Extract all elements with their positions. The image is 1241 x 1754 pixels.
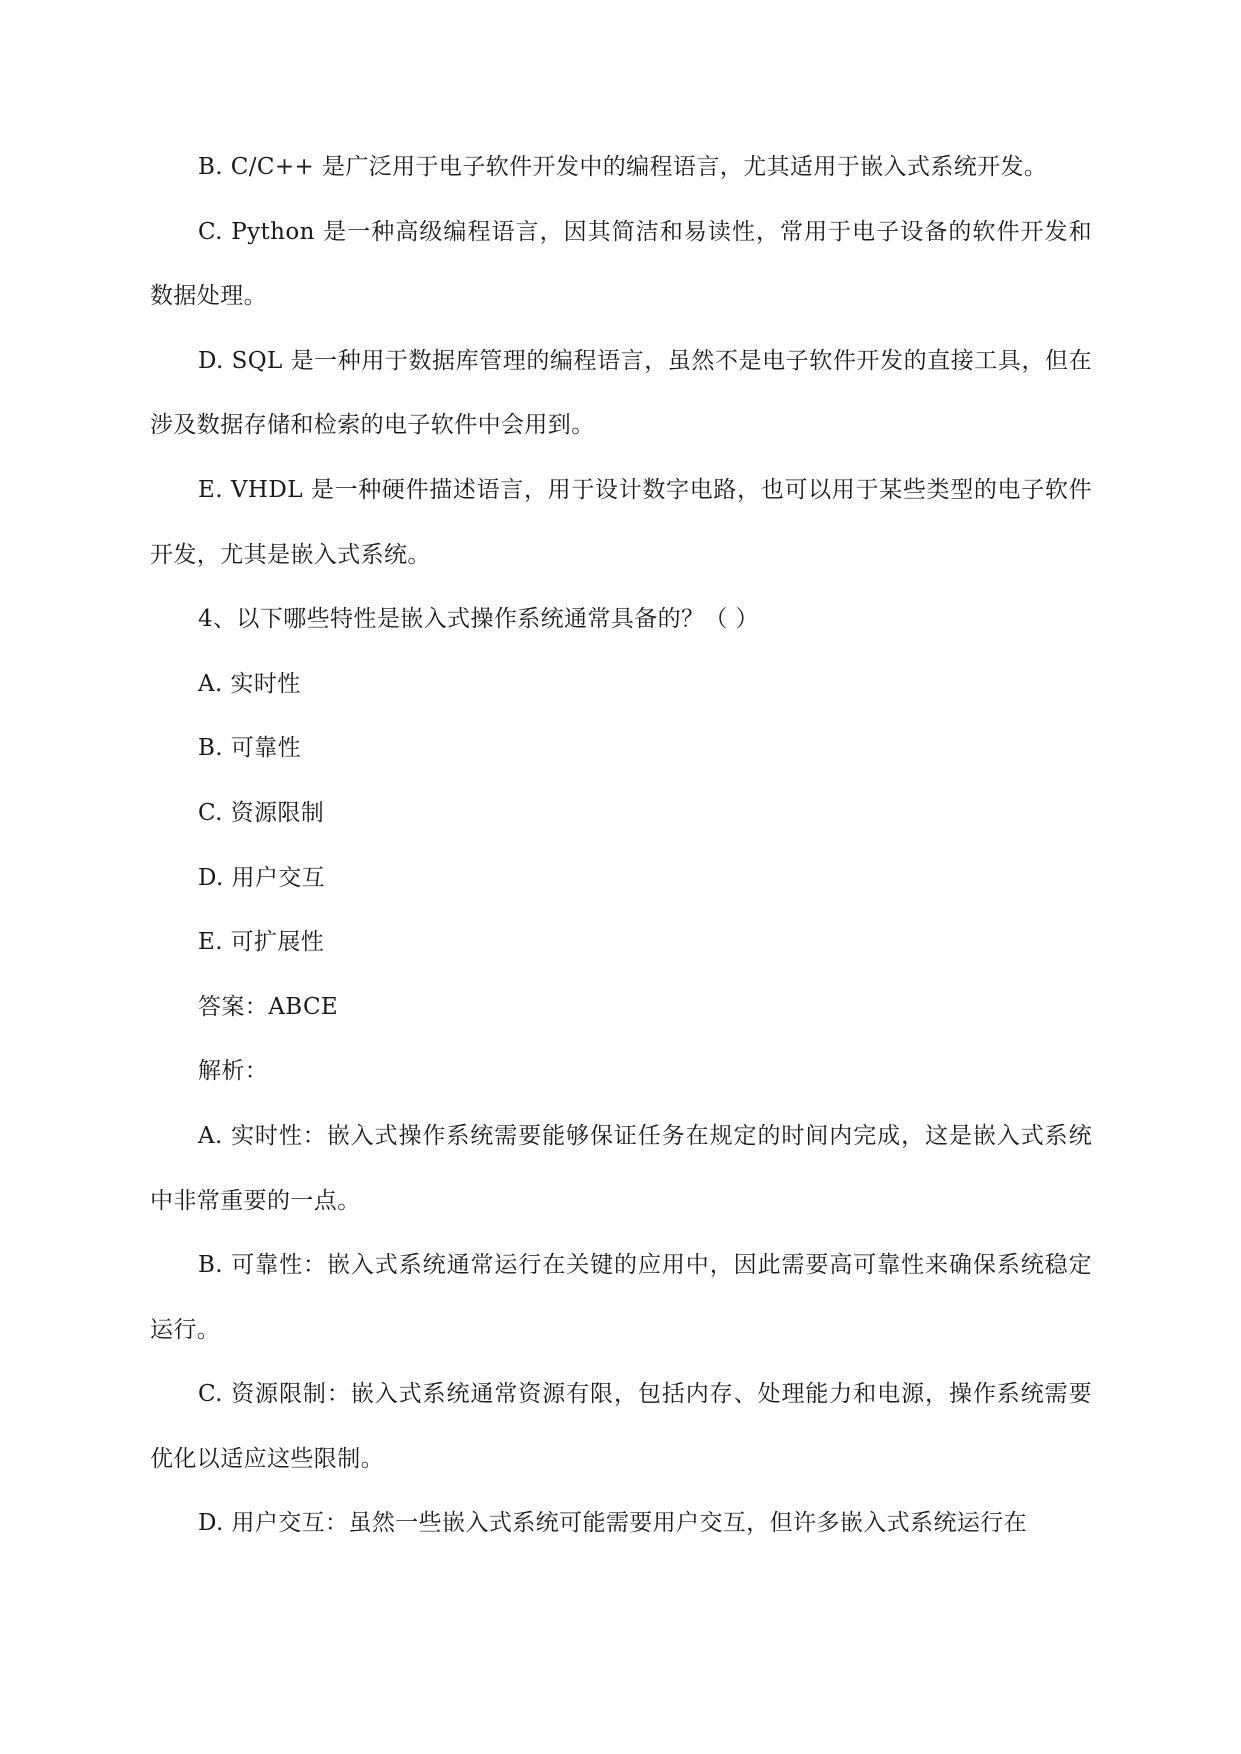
- analysis-a: A. 实时性：嵌入式操作系统需要能够保证任务在规定的时间内完成，这是嵌入式系统中非常重要的一点。: [150, 1122, 1092, 1214]
- option-e-explanation: E. VHDL 是一种硬件描述语言，用于设计数字电路，也可以用于某些类型的电子软件开发，尤其是嵌入式系统。: [150, 476, 1092, 568]
- question-4: 4、以下哪些特性是嵌入式操作系统通常具备的？（ ）: [198, 606, 759, 633]
- question-4-option-d: D. 用户交互: [198, 864, 326, 891]
- option-c-explanation: C. Python 是一种高级编程语言，因其简洁和易读性，常用于电子设备的软件开发和数据处理。: [150, 218, 1092, 310]
- option-b-explanation: B. C/C++ 是广泛用于电子软件开发中的编程语言，尤其适用于嵌入式系统开发。: [198, 154, 1048, 180]
- document-body: [150, 135, 1092, 1556]
- question-4-option-e: E. 可扩展性: [198, 929, 325, 956]
- question-4-option-b: B. 可靠性: [198, 735, 301, 762]
- question-4-option-c: C. 资源限制: [198, 799, 325, 826]
- analysis-heading: 解析：: [198, 1058, 269, 1085]
- answer-line: 答案：ABCE: [198, 993, 339, 1020]
- analysis-b: B. 可靠性：嵌入式系统通常运行在关键的应用中，因此需要高可靠性来确保系统稳定运行。: [150, 1252, 1092, 1343]
- analysis-d: D. 用户交互：虽然一些嵌入式系统可能需要用户交互，但许多嵌入式系统运行在: [198, 1510, 1028, 1537]
- question-4-option-a: A. 实时性: [198, 670, 301, 697]
- option-d-explanation: D. SQL 是一种用于数据库管理的编程语言，虽然不是电子软件开发的直接工具，但在涉及数据存储和检索的电子软件中会用到。: [150, 347, 1092, 439]
- analysis-c: C. 资源限制：嵌入式系统通常资源有限，包括内存、处理能力和电源，操作系统需要优化以适应这些限制。: [150, 1381, 1092, 1472]
